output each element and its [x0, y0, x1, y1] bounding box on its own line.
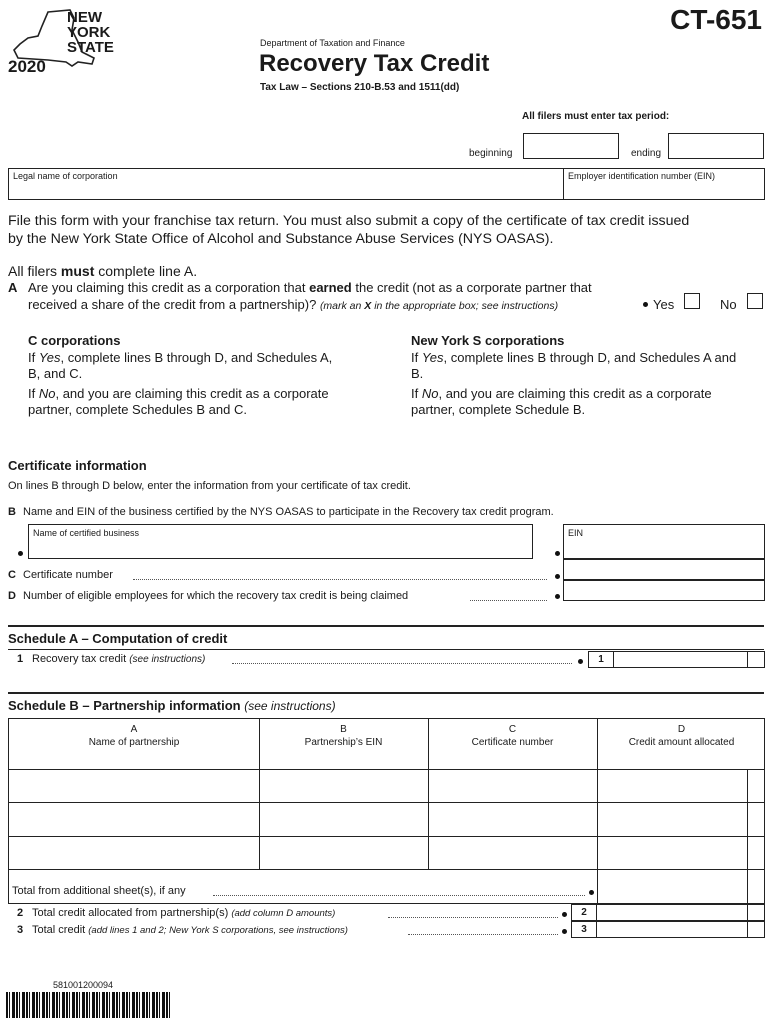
ending-date-field[interactable] — [668, 133, 764, 159]
ein-field[interactable] — [563, 168, 765, 200]
recovery-tax-credit-amount-field[interactable] — [613, 651, 765, 668]
beginning-label: beginning — [469, 148, 513, 159]
logo-line-3: STATE — [67, 39, 114, 56]
column-header-d: D Credit amount allocated — [628, 724, 735, 748]
tax-period-note: All filers must enter tax period: — [522, 111, 670, 122]
column-header-c: C Certificate number — [471, 724, 554, 748]
certified-business-ein-label: EIN — [568, 528, 584, 538]
additional-sheets-amount-field[interactable] — [598, 870, 746, 904]
bullet-icon — [562, 929, 567, 934]
bullet-icon — [578, 659, 583, 664]
bullet-icon — [555, 574, 560, 579]
bullet-icon — [589, 890, 594, 895]
schedule-b-line-2-num: 2 — [17, 907, 24, 919]
certified-business-ein-field[interactable] — [563, 524, 765, 559]
ccorp-yes-text-2: B, and C. — [28, 366, 83, 381]
line-d-leader — [470, 600, 547, 601]
bullet-icon — [643, 302, 648, 307]
schedule-b-line-2-leader — [388, 917, 558, 918]
schedule-b-line-3-box: 3 — [571, 921, 597, 938]
schedule-b-line-2-text: Total credit allocated from partnership(s) (add column D amounts) — [32, 907, 336, 919]
form-number: CT-651 — [670, 4, 762, 35]
partnership-table — [8, 718, 765, 904]
line-c-text: Certificate number — [23, 569, 113, 581]
column-header-b: B Partnership’s EIN — [304, 724, 383, 748]
eligible-employees-field[interactable] — [563, 580, 765, 601]
line-b-letter: B — [8, 506, 16, 518]
certified-business-name-label: Name of certified business — [33, 528, 140, 538]
yes-label: Yes — [653, 297, 675, 312]
schedule-b-line-2-box: 2 — [571, 904, 597, 921]
additional-sheets-label: Total from additional sheet(s), if any — [12, 885, 186, 897]
schedule-b-heading: Schedule B – Partnership information (see instructions) — [8, 698, 336, 713]
scorp-heading: New York S corporations — [411, 333, 565, 348]
bullet-icon — [18, 551, 23, 556]
total-credit-amount-field[interactable] — [596, 921, 765, 938]
scorp-yes-text-2: B. — [411, 366, 424, 381]
ccorp-no-text-2: partner, complete Schedules B and C. — [28, 402, 247, 417]
schedule-a-line-1-leader — [232, 663, 572, 664]
line-d-text: Number of eligible employees for which the recovery tax credit is being claimed — [23, 590, 409, 602]
line-c-letter: C — [8, 569, 16, 581]
intro-line-1: File this form with your franchise tax return. You must also submit a copy of the certificate of tax credit issued — [8, 213, 690, 229]
bullet-icon — [562, 912, 567, 917]
legal-name-label: Legal name of corporation — [13, 171, 118, 181]
tax-law-reference: Tax Law – Sections 210-B.53 and 1511(dd) — [260, 82, 460, 93]
line-a-question-1: Are you claiming this credit as a corporation that earned the credit (not as a corporate partner that — [28, 280, 592, 295]
ccorp-no-text: If No, and you are claiming this credit as a corporate — [28, 386, 329, 401]
logo-line-1: NEW — [67, 9, 102, 26]
certificate-subtext: On lines B through D below, enter the information from your certificate of tax credit. — [8, 480, 411, 492]
schedule-a-heading: Schedule A – Computation of credit — [8, 631, 228, 646]
ein-label: Employer identification number (EIN) — [568, 171, 716, 181]
scorp-no-text-2: partner, complete Schedule B. — [411, 402, 586, 417]
table-row[interactable] — [9, 837, 765, 869]
ccorp-heading: C corporations — [28, 333, 121, 348]
intro-line-2: by the New York State Office of Alcohol and Substance Abuse Services (NYS OASAS). — [8, 231, 554, 247]
form-year: 2020 — [8, 57, 46, 76]
schedule-a-line-1-box: 1 — [588, 651, 614, 668]
column-header-a: A Name of partnership — [88, 724, 180, 748]
total-allocated-amount-field[interactable] — [596, 904, 765, 921]
additional-sheets-leader — [213, 895, 585, 896]
line-a-letter: A — [8, 280, 18, 295]
scorp-yes-text: If Yes, complete lines B through D, and Schedules A and — [411, 350, 737, 365]
schedule-a-underline — [8, 649, 764, 650]
ccorp-yes-text: If Yes, complete lines B through D, and Schedules A, — [28, 350, 333, 365]
yes-checkbox[interactable] — [684, 293, 700, 309]
line-c-leader — [133, 579, 547, 580]
scorp-no-text: If No, and you are claiming this credit as a corporate — [411, 386, 712, 401]
form-title: Recovery Tax Credit — [259, 50, 490, 77]
table-row[interactable] — [9, 803, 765, 836]
schedule-a-cents-divider — [747, 651, 748, 668]
certificate-heading: Certificate information — [8, 458, 147, 473]
schedule-b-line-3-leader — [408, 934, 558, 935]
schedule-a-line-1-text: Recovery tax credit (see instructions) — [32, 653, 206, 665]
bullet-icon — [555, 551, 560, 556]
schedule-a-rule — [8, 625, 764, 627]
bullet-icon — [555, 594, 560, 599]
certificate-number-field[interactable] — [563, 559, 765, 580]
barcode-icon — [6, 992, 172, 1018]
beginning-date-field[interactable] — [523, 133, 619, 159]
table-row[interactable] — [9, 770, 765, 802]
department-name: Department of Taxation and Finance — [260, 38, 405, 48]
legal-name-field[interactable] — [8, 168, 564, 200]
schedule-b-rule — [8, 692, 764, 694]
no-label: No — [720, 297, 737, 312]
line-a-question-2: received a share of the credit from a partnership)? (mark an X in the appropriate box; see instructions) — [28, 297, 559, 312]
barcode-number: 581001200094 — [53, 980, 114, 990]
line-b-text: Name and EIN of the business certified by the NYS OASAS to participate in the Recovery tax credit program. — [23, 506, 554, 518]
schedule-a-line-1-num: 1 — [17, 653, 24, 665]
all-filers-note: All filers must complete line A. — [8, 263, 198, 279]
no-checkbox[interactable] — [747, 293, 763, 309]
ending-label: ending — [631, 148, 662, 159]
line-2-cents-divider — [747, 904, 748, 921]
schedule-b-line-3-text: Total credit (add lines 1 and 2; New York S corporations, see instructions) — [32, 924, 348, 936]
line-d-letter: D — [8, 590, 16, 602]
line-3-cents-divider — [747, 921, 748, 938]
schedule-b-line-3-num: 3 — [17, 924, 24, 936]
certified-business-name-field[interactable] — [28, 524, 533, 559]
logo-line-2: YORK — [67, 24, 111, 41]
